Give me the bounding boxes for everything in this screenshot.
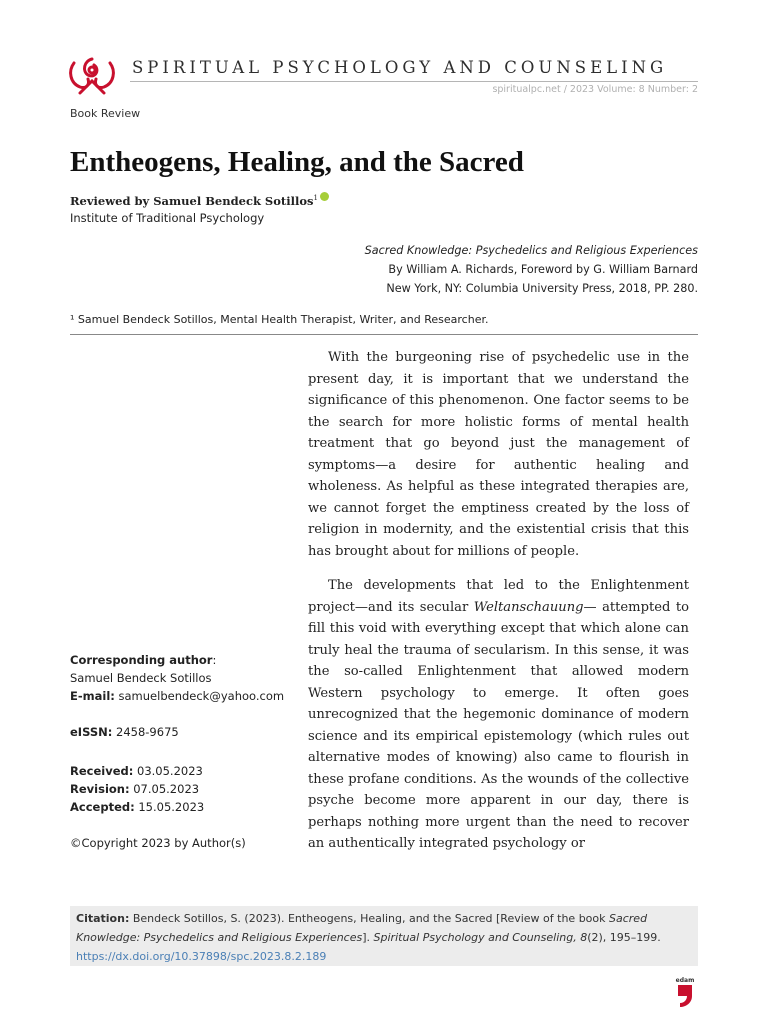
citation-text-part-3: (2), 195–199.: [587, 931, 661, 944]
reviewer-name: Reviewed by Samuel Bendeck Sotillos: [70, 194, 314, 208]
eissn-line: [70, 725, 179, 739]
journal-volume-info: spiritualpc.net / 2023 Volume: 8 Number: 2: [492, 84, 698, 95]
reviewed-book-title: Sacred Knowledge: Psychedelics and Religious Experiences: [364, 244, 698, 257]
citation-text-part-1: Bendeck Sotillos, S. (2023). Entheogens, Healing, and the Sacred [Review of the book: [129, 912, 610, 925]
publisher-logo-icon: [674, 976, 696, 1008]
reviewer-line: [70, 192, 329, 208]
eissn-value: 2458-9675: [112, 725, 179, 739]
corresponding-author-name: Samuel Bendeck Sotillos: [70, 671, 212, 685]
corresponding-author-colon: :: [212, 653, 217, 667]
article-title: Entheogens, Healing, and the Sacred: [70, 146, 524, 178]
citation-text-part-2: ].: [362, 931, 374, 944]
email-line: [70, 689, 284, 703]
revision-date: 07.05.2023: [129, 782, 200, 796]
section-label: Book Review: [70, 107, 141, 120]
received-label: Received:: [70, 764, 134, 778]
journal-name: SPIRITUAL PSYCHOLOGY AND COUNSELING: [132, 58, 668, 77]
email-label: E-mail:: [70, 689, 115, 703]
publisher-logo-text: edam: [675, 977, 695, 984]
paragraph-2-text-end: — attempted to fill this void with everything except that which alone can truly heal the trauma of secularism. In this sense, it was the so-called Enlightenment that allowed modern Western psychology to emerge. It often goes unrecognized that the hegemonic dominance of modern science and its empirical epistemology (which rules out alternative modes of knowing) also came to flourish in these profane conditions. As the wounds of the collective psyche become more apparent in our day, there is perhaps nothing more urgent than the need to recover an authentically integrated psychology or: [308, 599, 689, 851]
citation-text: [76, 909, 696, 966]
corresponding-author-heading: [70, 653, 216, 667]
email-value[interactable]: samuelbendeck@yahoo.com: [114, 689, 285, 703]
received-line: [70, 764, 203, 778]
body-paragraph-2: [308, 575, 689, 855]
eissn-label: eISSN:: [70, 725, 113, 739]
accepted-date: 15.05.2023: [134, 800, 205, 814]
paragraph-2-italic-term: Weltanschauung: [473, 599, 584, 615]
citation-journal: Spiritual Psychology and Counseling, 8: [373, 931, 588, 944]
reviewed-book-publisher: New York, NY: Columbia University Press, 2018, PP. 280.: [386, 282, 698, 295]
header-divider: [130, 81, 698, 82]
paragraph-2-text-start: The developments that led to the Enlightenment project—and its secular: [308, 578, 689, 615]
received-date: 03.05.2023: [133, 764, 203, 778]
orcid-icon[interactable]: [320, 192, 329, 201]
reviewer-affiliation: Institute of Traditional Psychology: [70, 211, 265, 225]
accepted-label: Accepted:: [70, 800, 135, 814]
body-paragraph-1: With the burgeoning rise of psychedelic use in the present day, it is important that we understand the significance of this phenomenon. One factor seems to be the search for more holistic forms of mental health treatment that go beyond just the management of symptoms—a desire for authentic healing and wholeness. As helpful as these integrated therapies are, we cannot forget the emptiness created by the loss of religion in modernity, and the existential crisis that this has brought about for millions of people.: [308, 350, 689, 559]
revision-line: [70, 782, 199, 796]
reviewed-book-authors: By William A. Richards, Foreword by G. William Barnard: [388, 263, 698, 276]
footnote-divider: [70, 334, 698, 335]
author-footnote: ¹ Samuel Bendeck Sotillos, Mental Health Therapist, Writer, and Researcher.: [70, 313, 489, 326]
copyright-notice: ©Copyright 2023 by Author(s): [70, 836, 246, 850]
corresponding-author-label: Corresponding author: [70, 653, 213, 667]
journal-logo-icon: [66, 53, 118, 97]
citation-book-title: Sacred Knowledge: Psychedelics and Religious Experiences: [76, 912, 648, 944]
accepted-line: [70, 800, 204, 814]
citation-label: Citation:: [76, 912, 130, 925]
reviewer-footnote-marker: 1: [313, 194, 318, 203]
citation-doi-link[interactable]: https://dx.doi.org/10.37898/spc.2023.8.2.189: [76, 950, 327, 963]
revision-label: Revision:: [70, 782, 130, 796]
